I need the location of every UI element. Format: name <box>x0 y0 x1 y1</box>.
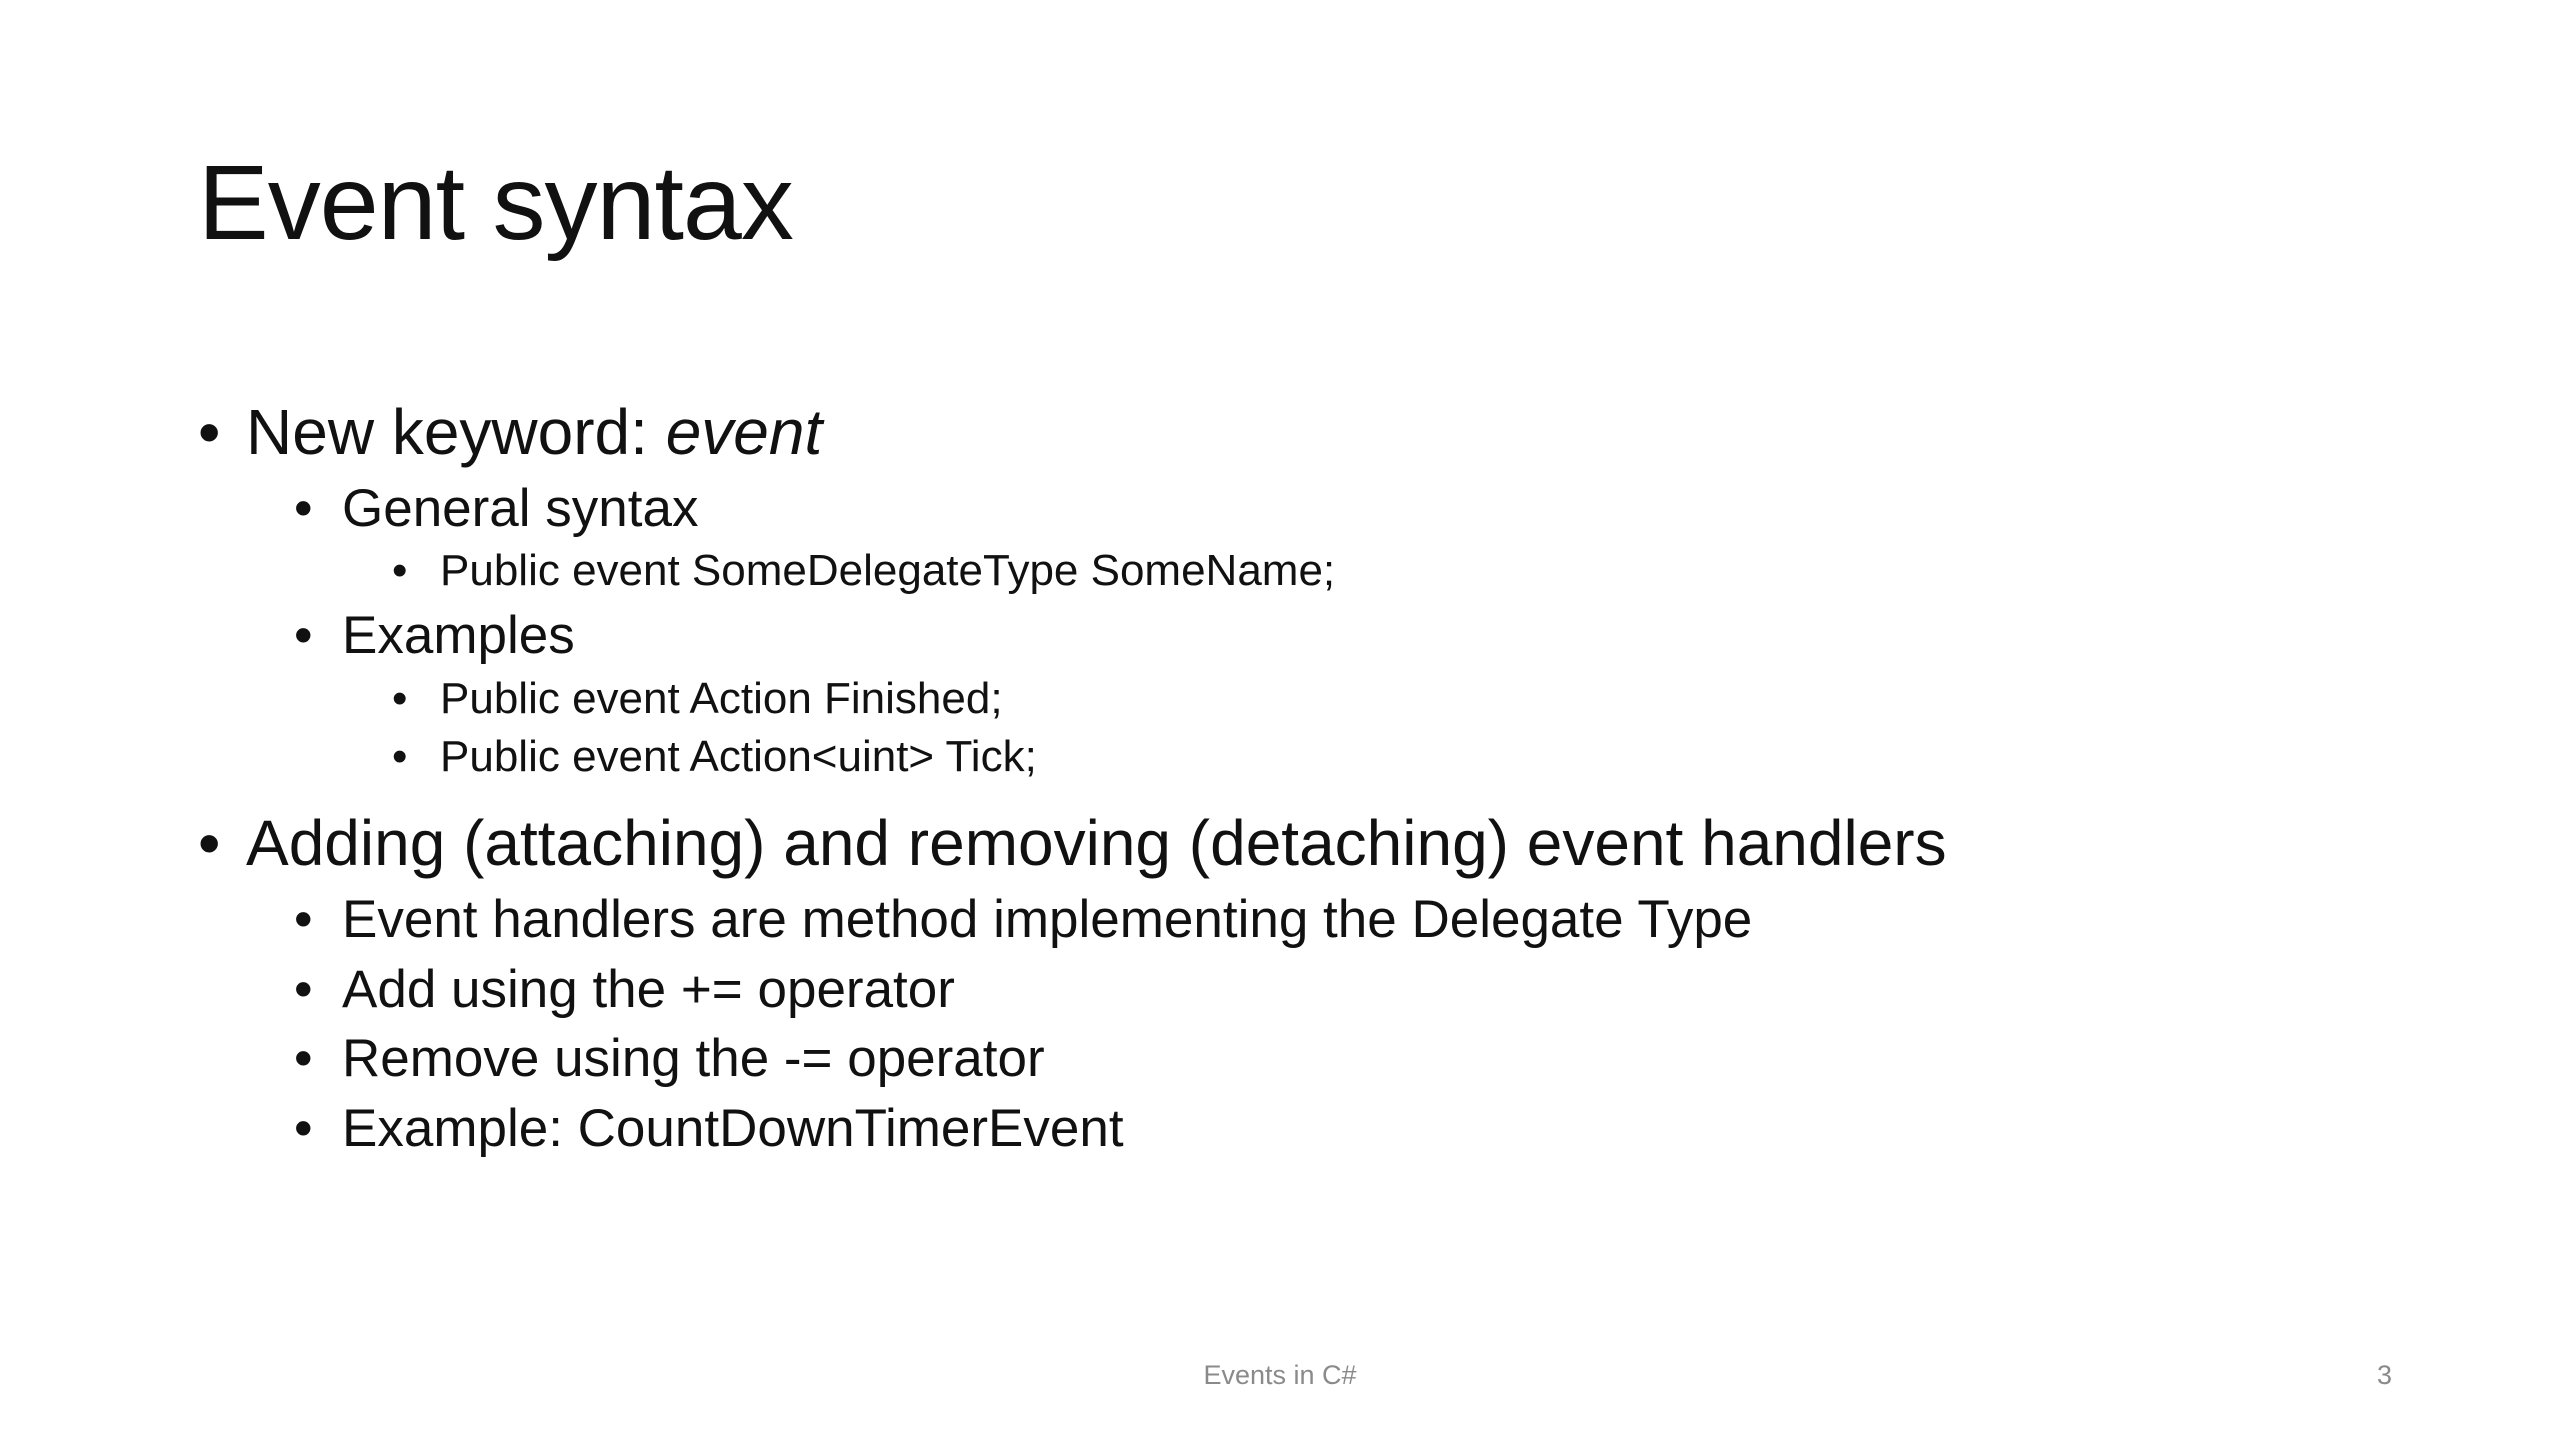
footer-text: Events in C# <box>1203 1360 1357 1390</box>
page-number: 3 <box>2376 1360 2392 1390</box>
bullet-glyph: • <box>392 673 408 723</box>
bullet-glyph: • <box>294 478 313 538</box>
bullet-glyph: • <box>294 606 313 666</box>
bullet-text: Add using the += operator <box>342 959 955 1019</box>
bullet-example-countdown <box>198 1097 2398 1161</box>
bullet-list <box>198 380 2398 1161</box>
bullet-add-operator <box>198 958 2398 1022</box>
bullet-glyph: • <box>392 546 408 596</box>
bullet-text: Remove using the -= operator <box>342 1029 1045 1089</box>
bullet-glyph: • <box>294 959 313 1019</box>
bullet-glyph: • <box>294 890 313 950</box>
bullet-text: Public event Action<uint> Tick; <box>440 731 1037 781</box>
bullet-text: New keyword: <box>246 396 666 468</box>
bullet-text: Examples <box>342 606 575 666</box>
bullet-example-tick <box>198 731 2398 784</box>
bullet-text: Example: CountDownTimerEvent <box>342 1098 1124 1158</box>
bullet-text: Adding (attaching) and removing (detaching) event handlers <box>246 807 1947 880</box>
bullet-glyph: • <box>198 396 221 468</box>
bullet-glyph: • <box>198 807 221 880</box>
bullet-text: Event handlers are method implementing the Delegate Type <box>342 890 1753 950</box>
slide-title: Event syntax <box>198 144 793 262</box>
bullet-adding-removing <box>198 805 2398 882</box>
bullet-example-finished <box>198 673 2398 726</box>
bullet-text: General syntax <box>342 478 699 538</box>
bullet-text: Public event Action Finished; <box>440 673 1003 723</box>
bullet-glyph: • <box>294 1098 313 1158</box>
bullet-examples <box>198 604 2398 668</box>
bullet-general-syntax <box>198 477 2398 541</box>
bullet-syntax-declaration <box>198 545 2398 598</box>
bullet-handlers-definition <box>198 888 2398 952</box>
bullet-new-keyword <box>198 394 2398 471</box>
bullet-text: Public event SomeDelegateType SomeName; <box>440 546 1336 596</box>
bullet-remove-operator <box>198 1027 2398 1091</box>
bullet-glyph: • <box>294 1029 313 1089</box>
bullet-glyph: • <box>392 731 408 781</box>
keyword-event: event <box>665 396 823 468</box>
